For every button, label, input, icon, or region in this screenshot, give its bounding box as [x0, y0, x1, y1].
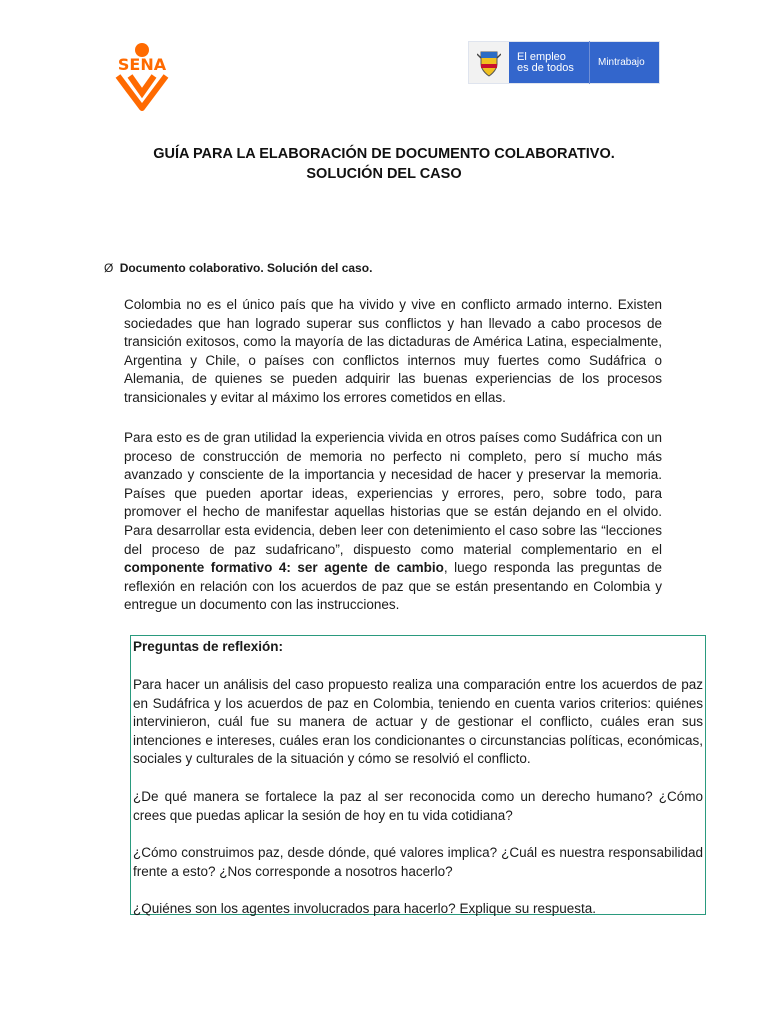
- paragraph-instructions: [124, 429, 662, 615]
- section-bullet: [104, 261, 372, 275]
- sena-logo-text: SENA: [117, 55, 167, 74]
- gobierno-logo: [468, 41, 660, 84]
- document-title: GUÍA PARA LA ELABORACIÓN DE DOCUMENTO COLABORATIVO.: [153, 146, 615, 162]
- gov-slogan-line2: es de todos: [517, 61, 574, 74]
- ministry-label: Mintrabajo: [598, 57, 645, 68]
- reflection-question: ¿De qué manera se fortalece la paz al ser reconocida como un derecho humano? ¿Cómo crees que puedas aplicar la sesión de hoy en tu vida cotidiana?: [133, 788, 703, 823]
- section-heading: Documento colaborativo. Solución del caso.: [119, 261, 373, 275]
- reflection-question: ¿Quiénes son los agentes involucrados para hacerlo? Explique su respuesta.: [133, 901, 597, 917]
- component-reference: componente formativo 4: ser agente de cambio: [124, 560, 444, 576]
- coat-of-arms-icon: [469, 42, 509, 83]
- gov-slogan-line1: El empleo: [517, 50, 566, 63]
- reflection-title: Preguntas de reflexión:: [133, 639, 284, 654]
- reflection-question: ¿Cómo construimos paz, desde dónde, qué valores implica? ¿Cuál es nuestra responsabilidad frente a esto? ¿Nos corresponde a nosotros hacerlo?: [133, 845, 703, 879]
- gov-slogan: [509, 52, 589, 74]
- paragraph-instructions-part2: , luego responda las preguntas de reflexión en relación con los acuerdos de paz que se están presentando en Colombia y entregue un documento con las instrucciones.: [124, 560, 662, 613]
- paragraph-intro: Colombia no es el único país que ha vivido y vive en conflicto armado interno. Existen sociedades que han logrado superar sus conflictos y han llevado a cabo procesos de transición exitosos, como la mayoría de las dictaduras de América Latina, especialmente, Argentina y Chile, o países con conflictos internos muy fuertes como Sudáfrica o Alemania, de quienes se pueden adquirir las buenas experiencias de los procesos transicionales y evitar al máximo los errores cometidos en ellas.: [124, 297, 662, 405]
- reflection-question: Para hacer un análisis del caso propuesto realiza una comparación entre los acuerdos de paz en Sudáfrica y los acuerdos de paz en Colombia, teniendo en cuenta varios criterios: quiénes intervinieron, cuál fue su manera de actuar y de gestionar el conflicto, cuáles eran sus intenciones e intereses, cuáles eran los condicionantes o circunstancias políticas, económicas, sociales y culturales de la situación y cómo se resolvió el conflicto.: [133, 677, 703, 767]
- paragraph-instructions-part1: Para esto es de gran utilidad la experiencia vivida en otros países como Sudáfrica con un proceso de construcción de memoria no perfecto ni completo, pero sí mucho más avanzado y consciente de la importancia y necesidad de hacer y preservar la memoria. Países que pueden aportar ideas, experiencias y errores, pero, sobre todo, para promover el hecho de manifestar aquellas historias que se están dejando en el olvido. Para desarrollar esta evidencia, deben leer con detenimiento el caso sobre las “lecciones del proceso de paz sudafricano”, dispuesto como material complementario en el: [124, 430, 662, 557]
- reflection-questions-box: [130, 635, 706, 915]
- sena-logo: [106, 42, 178, 114]
- document-subtitle: SOLUCIÓN DEL CASO: [306, 166, 462, 182]
- bullet-symbol: Ø: [104, 261, 114, 275]
